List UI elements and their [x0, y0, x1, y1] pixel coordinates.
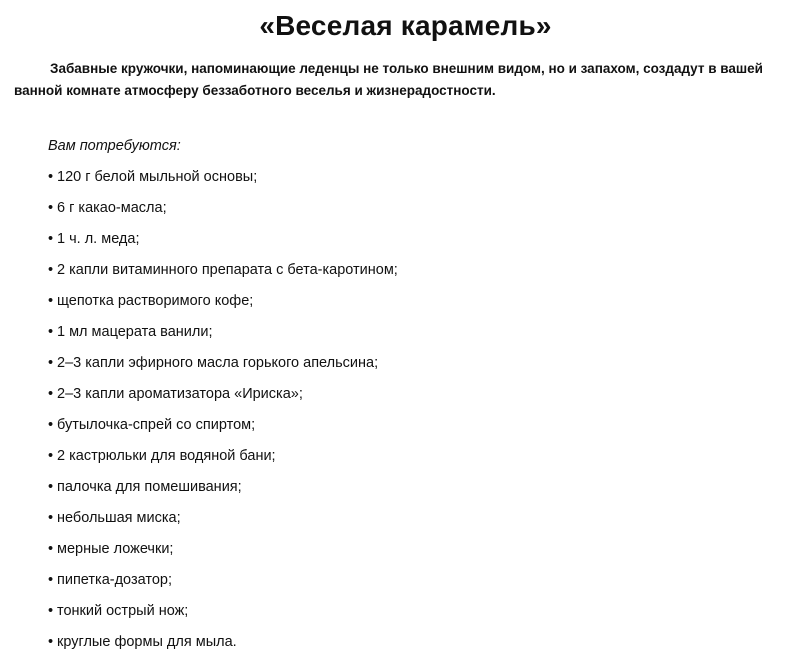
list-item	[48, 445, 398, 476]
list-item	[48, 197, 398, 228]
bullet-icon: •	[48, 324, 54, 340]
list-item	[48, 352, 398, 383]
bullet-icon: •	[48, 417, 54, 433]
bullet-icon: •	[48, 386, 54, 402]
list-item-text: 1 ч. л. меда;	[57, 231, 140, 247]
list-item	[48, 569, 398, 600]
list-item	[48, 259, 398, 290]
ingredients-list	[48, 166, 398, 662]
needs-label: Вам потребуются:	[48, 138, 181, 154]
list-item-text: мерные ложечки;	[57, 541, 174, 557]
list-item-text: 2 кастрюльки для водяной бани;	[57, 448, 276, 464]
list-item-text: 2 капли витаминного препарата с бета-каротином;	[57, 262, 398, 278]
list-item-text: палочка для помешивания;	[57, 479, 242, 495]
list-item	[48, 414, 398, 445]
list-item	[48, 507, 398, 538]
list-item-text: 2–3 капли ароматизатора «Ириска»;	[57, 386, 303, 402]
list-item	[48, 476, 398, 507]
list-item-text: круглые формы для мыла.	[57, 634, 237, 650]
list-item	[48, 228, 398, 259]
document-title: «Веселая карамель»	[259, 10, 552, 41]
list-item	[48, 600, 398, 631]
list-item-text: 1 мл мацерата ванили;	[57, 324, 213, 340]
bullet-icon: •	[48, 448, 54, 464]
bullet-icon: •	[48, 231, 54, 247]
bullet-icon: •	[48, 355, 54, 371]
list-item-text: 6 г какао-масла;	[57, 200, 167, 216]
bullet-icon: •	[48, 200, 54, 216]
list-item	[48, 321, 398, 352]
bullet-icon: •	[48, 262, 54, 278]
intro-paragraph: Забавные кружочки, напоминающие леденцы не только внешним видом, но и запахом, создадут в вашей ванной комнате атмосферу беззаботного веселья и жизнерадостности.	[14, 61, 763, 98]
list-item-text: 120 г белой мыльной основы;	[57, 169, 258, 185]
list-item	[48, 538, 398, 569]
bullet-icon: •	[48, 510, 54, 526]
bullet-icon: •	[48, 572, 54, 588]
list-item-text: тонкий острый нож;	[57, 603, 189, 619]
bullet-icon: •	[48, 603, 54, 619]
list-item	[48, 383, 398, 414]
list-item	[48, 290, 398, 321]
list-item-text: пипетка-дозатор;	[57, 572, 172, 588]
bullet-icon: •	[48, 169, 54, 185]
bullet-icon: •	[48, 541, 54, 557]
list-item	[48, 631, 398, 662]
bullet-icon: •	[48, 293, 54, 309]
bullet-icon: •	[48, 634, 54, 650]
list-item	[48, 166, 398, 197]
list-item-text: 2–3 капли эфирного масла горького апельсина;	[57, 355, 379, 371]
list-item-text: небольшая миска;	[57, 510, 181, 526]
list-item-text: бутылочка-спрей со спиртом;	[57, 417, 256, 433]
bullet-icon: •	[48, 479, 54, 495]
list-item-text: щепотка растворимого кофе;	[57, 293, 254, 309]
